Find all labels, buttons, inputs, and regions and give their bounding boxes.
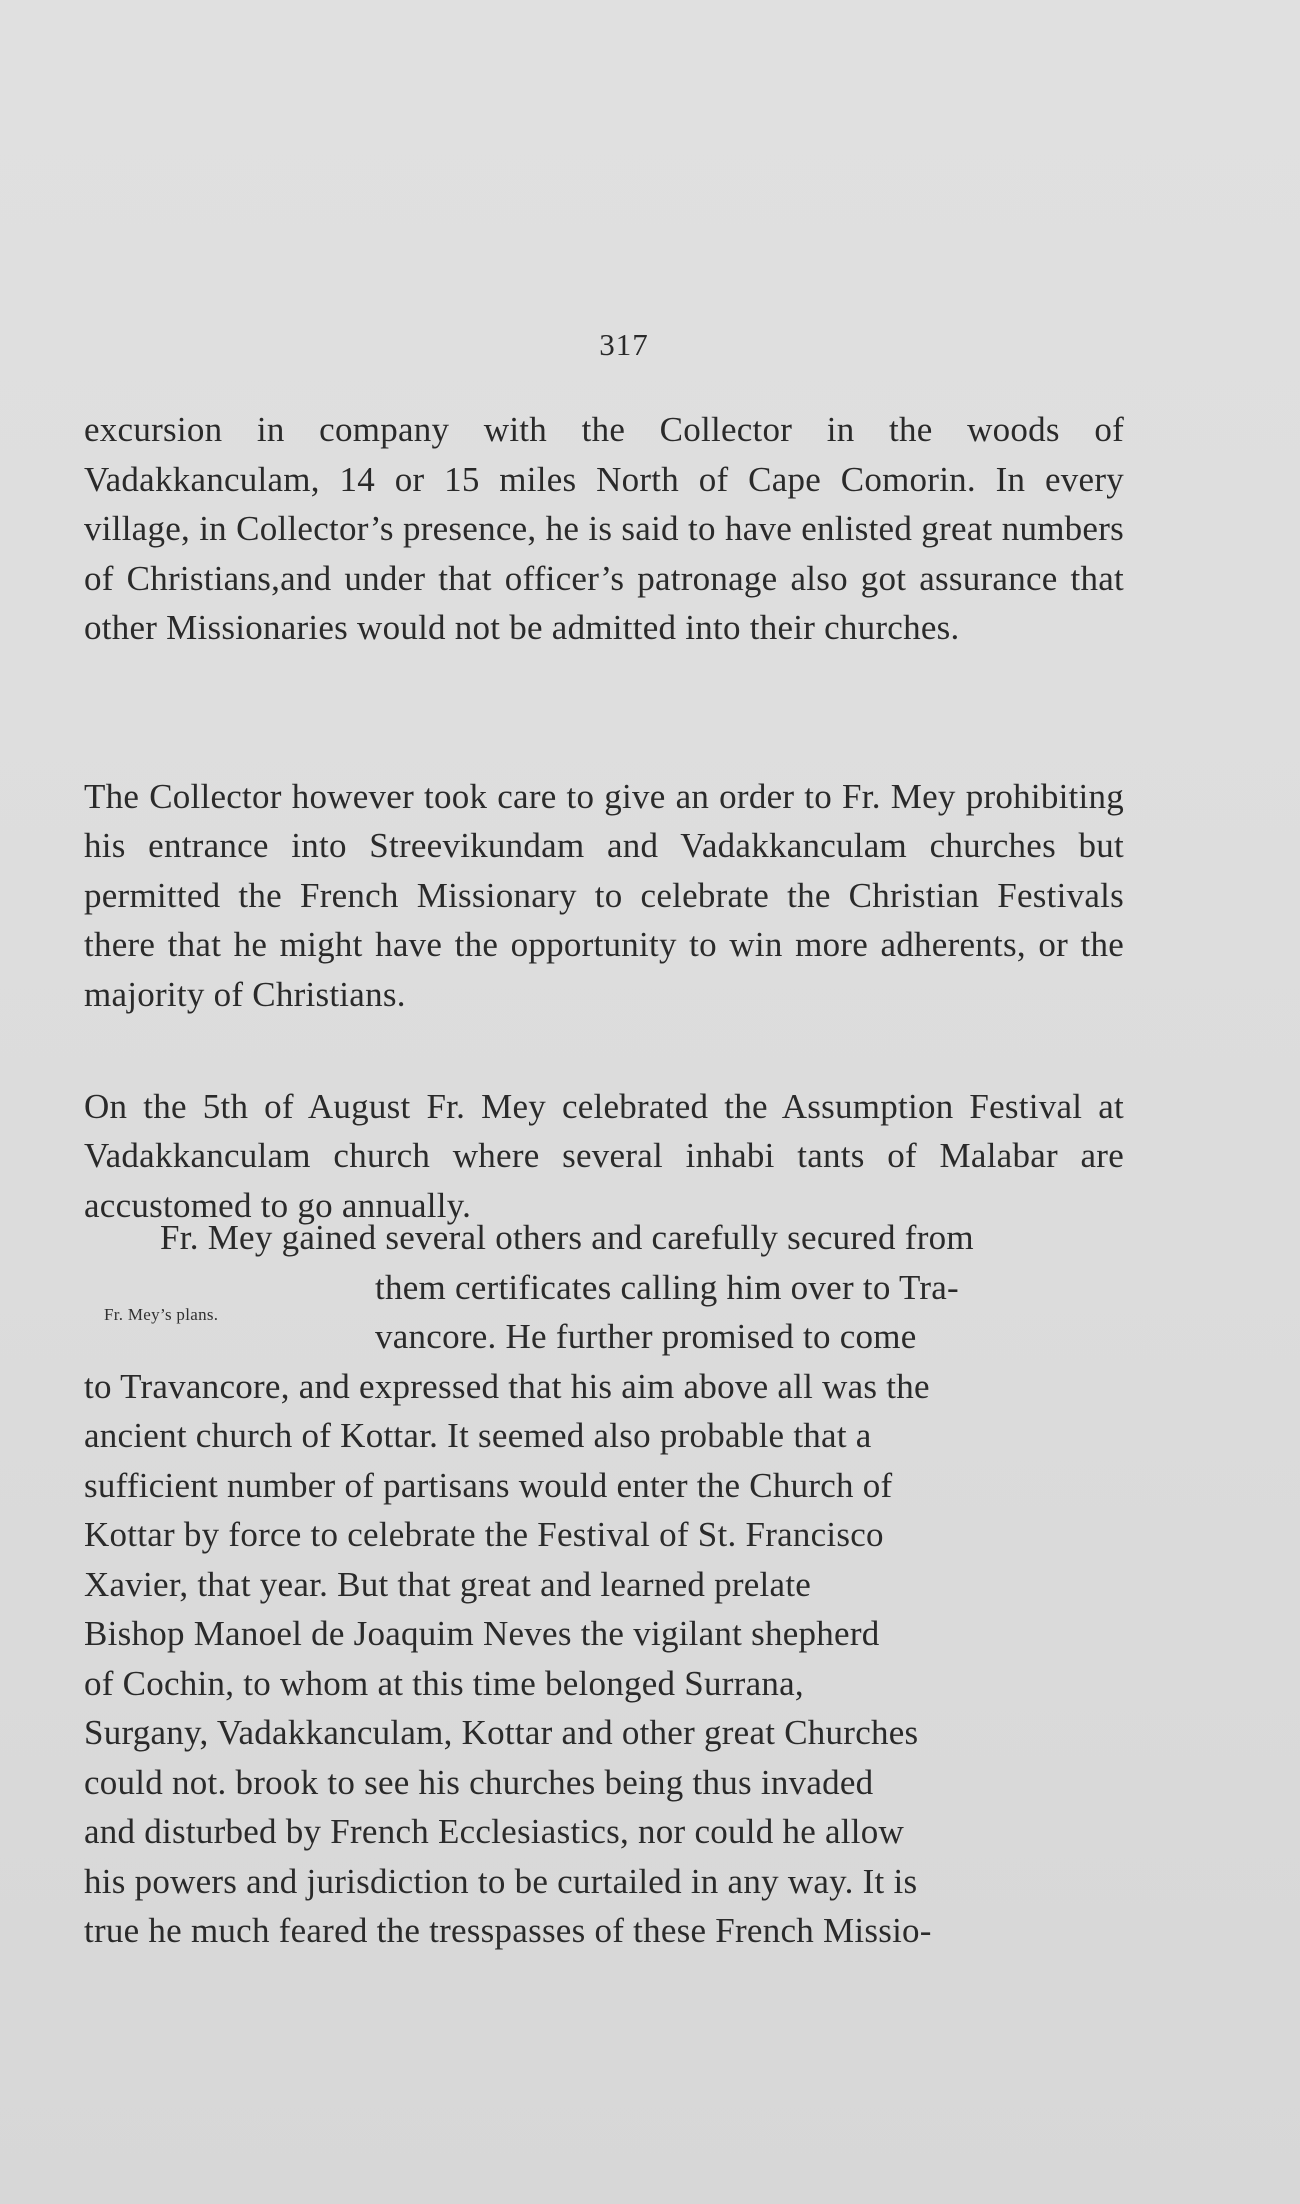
paragraph-collector-order — [84, 722, 1124, 1019]
text-line: Surgany, Vadakkanculam, Kottar and other great Churches — [84, 1713, 919, 1752]
text-line: and disturbed by French Ecclesiastics, nor could he allow — [84, 1812, 905, 1851]
text-line: Xavier, that year. But that great and learned prelate — [84, 1564, 812, 1604]
paragraph-collector-order-text: The Collector however took care to give an order to Fr. Mey prohibiting his entrance into Streevikundam and Vadakkanculam churches but permitted the French Missionary to celebrate the Christian Festivals there that he might have the opportunity to win more adherents, or the majority of Christians. — [84, 776, 1124, 1014]
text-line: his powers and jurisdiction to be curtailed in any way. It is — [84, 1861, 918, 1901]
text-line: vancore. He further promised to come — [375, 1317, 917, 1356]
text-line: of Cochin, to whom at this time belonged Surrana, — [84, 1663, 804, 1703]
text-line: Kottar by force to celebrate the Festival of St. Francisco — [84, 1515, 884, 1554]
paragraph-frey-plans — [84, 1213, 1124, 1956]
paragraph-excursion: excursion in company with the Collector in the woods of Vadakkanculam, 14 or 15 miles North of Cape Comorin. In every village, in Collector’s presence, he is said to have enlisted great numbers of Christians,and under that officer’s patronage also got assurance that other Missionaries would not be admitted into their churches. — [84, 410, 1124, 647]
text-line: to Travancore, and expressed that his aim above all was the — [84, 1366, 930, 1406]
text-line: Bishop Manoel de Joaquim Neves the vigilant shepherd — [84, 1614, 880, 1653]
text-line: sufficient number of partisans would enter the Church of — [84, 1465, 893, 1505]
text-line: ancient church of Kottar. It seemed also probable that a — [84, 1416, 872, 1455]
text-line: Fr. Mey gained several others and carefully secured from — [160, 1218, 974, 1257]
page-number: 317 — [599, 327, 649, 362]
text-line: could not. brook to see his churches being thus invaded — [84, 1762, 874, 1802]
margin-note: Fr. Mey’s plans. — [104, 1305, 219, 1324]
text-line: them certificates calling him over to Tra- — [375, 1267, 959, 1307]
paragraph-assumption-festival — [84, 1032, 1124, 1230]
text-line: true he much feared the tresspasses of these French Missio- — [84, 1911, 932, 1950]
paragraph-assumption-festival-text: On the 5th of August Fr. Mey celebrated the Assumption Festival at Vadakkanculam church where several inhabi tants of Malabar are accustomed to go annually. — [84, 1086, 1124, 1225]
